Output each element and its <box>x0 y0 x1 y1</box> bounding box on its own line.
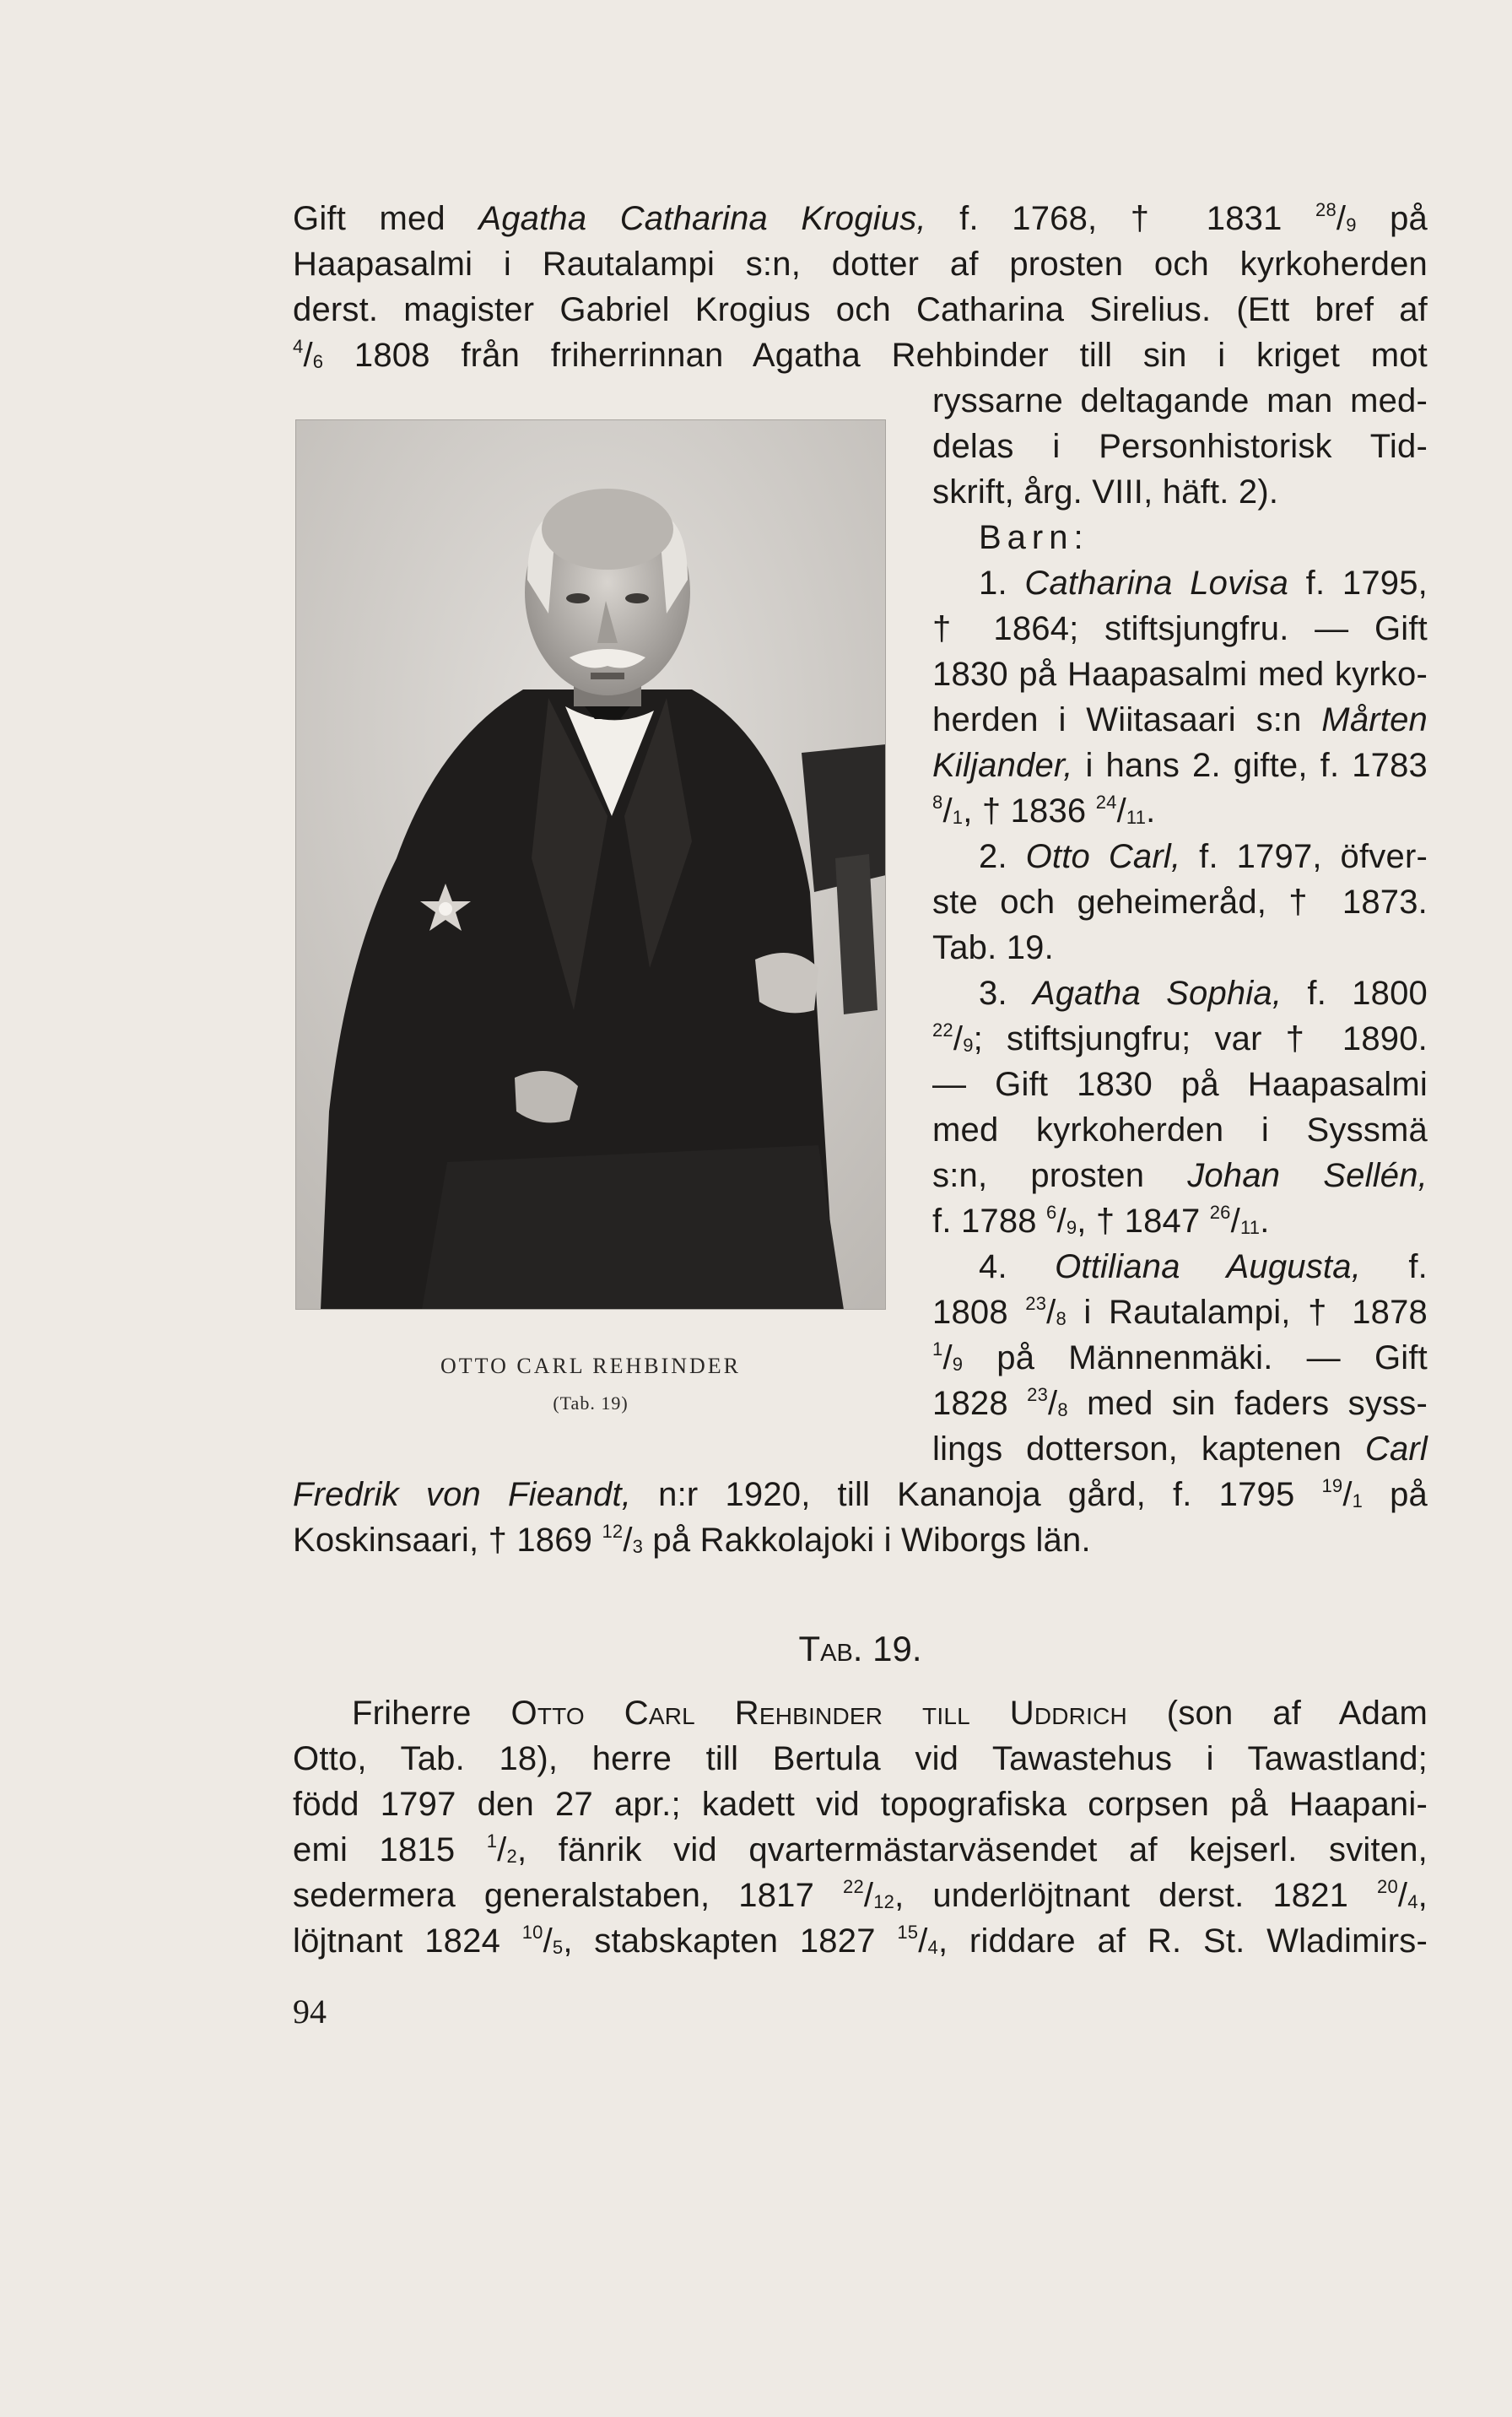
text-line: Gift med Agatha Catharina Krogius, f. 1768, † 1831 $^{28}$/9 på <box>293 199 1428 237</box>
person-name: Otto Carl, <box>1025 838 1181 875</box>
text-line: Kiljander, i hans 2. gifte, f. 1783 <box>932 747 1428 784</box>
text-line: Fredrik von Fieandt, n:r 1920, till Kananoja gård, f. 1795 $^{19}$/1 på <box>293 1475 1428 1513</box>
text-line: 1828 $^{23}$/8 med sin faders syss- <box>932 1384 1428 1422</box>
page-number: 94 <box>293 1993 327 2030</box>
person-name: Fredrik von Fieandt, <box>293 1476 632 1513</box>
person-name: Otto Carl Rehbinder till Uddrich <box>510 1695 1127 1732</box>
photo-caption-reference: (Tab. 19) <box>553 1392 629 1414</box>
text-line: 4. Ottiliana Augusta, f. <box>979 1248 1428 1285</box>
person-name: Catharina Lovisa <box>1024 565 1289 602</box>
person-name: Agatha Catharina Krogius, <box>478 200 926 237</box>
text-line: Tab. 19. <box>932 929 1054 966</box>
text-line: 1. Catharina Lovisa f. 1795, <box>979 565 1428 602</box>
text-line: delas i Personhistorisk Tid- <box>932 428 1428 465</box>
section-heading: Tab. 19. <box>798 1629 922 1668</box>
text-line: 3. Agatha Sophia, f. 1800 <box>979 975 1428 1012</box>
portrait-image <box>295 419 886 1310</box>
text-line: 1830 på Haapasalmi med kyrko- <box>932 656 1428 693</box>
text-line: — Gift 1830 på Haapasalmi <box>932 1066 1428 1103</box>
text-line: derst. magister Gabriel Krogius och Catharina Sirelius. (Ett bref af <box>293 291 1428 328</box>
text-line: herden i Wiitasaari s:n Mårten <box>932 701 1428 738</box>
person-name: Johan Sellén, <box>1187 1157 1428 1194</box>
text-line: skrift, årg. VIII, häft. 2). <box>932 473 1279 511</box>
text-line: sedermera generalstaben, 1817 $^{22}$/12, underlöjtnant derst. 1821 $^{20}$/4, <box>293 1876 1428 1914</box>
text-line: 1808 $^{23}$/8 i Rautalampi, † 1878 <box>932 1293 1428 1331</box>
text-line: $^8$/1, † 1836 $^{24}$/11. <box>932 792 1156 830</box>
text-line: emi 1815 $^1$/2, fänrik vid qvartermästarväsendet af kejserl. sviten, <box>293 1830 1428 1868</box>
person-name: Mårten <box>1321 701 1428 738</box>
text-line: $^1$/9 på Männenmäki. — Gift <box>932 1338 1428 1376</box>
text-line: ste och geheimeråd, † 1873. <box>932 884 1428 921</box>
text-line: lings dotterson, kaptenen Carl <box>932 1430 1428 1468</box>
text-line: s:n, prosten Johan Sellén, <box>932 1157 1428 1194</box>
person-name: Kiljander, <box>932 747 1073 784</box>
person-name: Ottiliana Augusta, <box>1055 1248 1362 1285</box>
children-heading: Barn: <box>979 519 1089 556</box>
text-line: f. 1788 $^6$/9, † 1847 $^{26}$/11. <box>932 1202 1270 1240</box>
text-line: ryssarne deltagande man med- <box>932 382 1428 419</box>
text-line: Haapasalmi i Rautalampi s:n, dotter af prosten och kyrkoherden <box>293 246 1428 283</box>
text-line: löjtnant 1824 $^{10}$/5, stabskapten 1827 $^{15}$/4, riddare af R. St. Wladimirs- <box>293 1922 1428 1960</box>
text-line: född 1797 den 27 apr.; kadett vid topografiska corpsen på Haapani- <box>293 1786 1428 1823</box>
text-line: Koskinsaari, † 1869 $^{12}$/3 på Rakkolajoki i Wiborgs län. <box>293 1521 1091 1559</box>
person-name: Agatha Sophia, <box>1032 975 1282 1012</box>
text-line: med kyrkoherden i Syssmä <box>932 1111 1428 1149</box>
text-line: $^4$/6 1808 från friherrinnan Agatha Rehbinder till sin i kriget mot <box>293 336 1428 374</box>
text-line: Otto, Tab. 18), herre till Bertula vid Tawastehus i Tawastland; <box>293 1740 1428 1777</box>
text-line: $^{22}$/9; stiftsjungfru; var † 1890. <box>932 1019 1428 1057</box>
person-name: Carl <box>1364 1430 1428 1468</box>
text-line: 2. Otto Carl, f. 1797, öfver- <box>979 838 1428 875</box>
text-line: † 1864; stiftsjungfru. — Gift <box>932 610 1428 647</box>
text-line: Friherre Otto Carl Rehbinder till Uddrich (son af Adam <box>352 1695 1428 1732</box>
photo-caption: OTTO CARL REHBINDER <box>440 1354 741 1378</box>
portrait-photo <box>295 419 886 1310</box>
